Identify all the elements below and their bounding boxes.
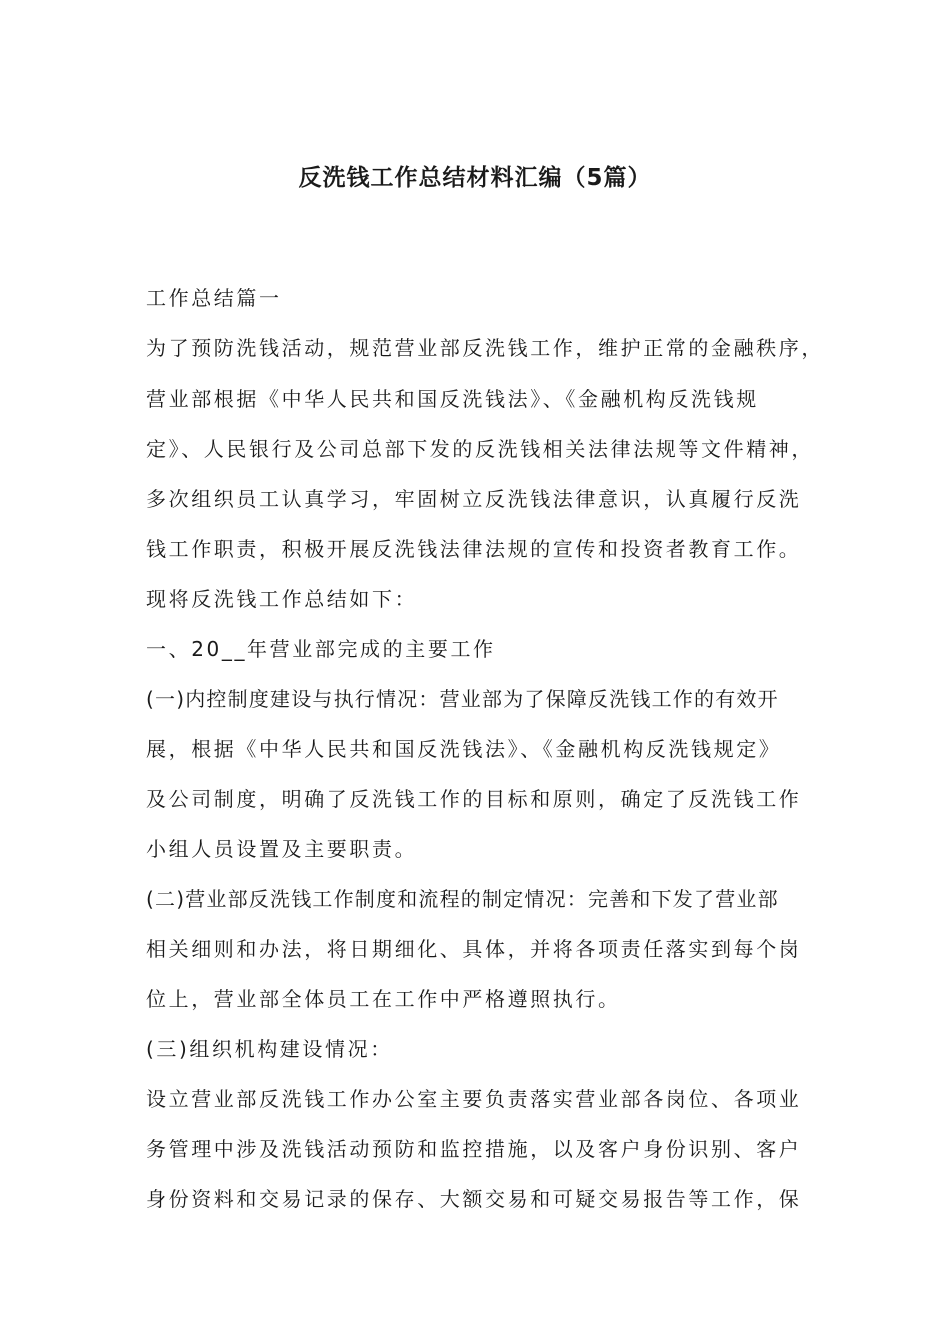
paragraph-line: 身份资料和交易记录的保存、大额交易和可疑交易报告等工作，保: [146, 1187, 802, 1211]
paragraph-line: 小组人员设置及主要职责。: [146, 837, 418, 861]
paragraph-line: 钱工作职责，积极开展反洗钱法律法规的宣传和投资者教育工作。: [146, 537, 802, 561]
paragraph-line: 现将反洗钱工作总结如下：: [146, 587, 418, 611]
document-title: 反洗钱工作总结材料汇编（5篇）: [298, 165, 652, 191]
paragraph-line: 设立营业部反洗钱工作办公室主要负责落实营业部各岗位、各项业: [146, 1087, 802, 1111]
paragraph-line: (二)营业部反洗钱工作制度和流程的制定情况：完善和下发了营业部: [146, 887, 779, 911]
paragraph-line: 务管理中涉及洗钱活动预防和监控措施，以及客户身份识别、客户: [146, 1137, 802, 1161]
paragraph-line: 位上，营业部全体员工在工作中严格遵照执行。: [146, 987, 621, 1011]
paragraph-line: 展，根据《中华人民共和国反洗钱法》、《金融机构反洗钱规定》: [146, 737, 782, 761]
paragraph-line: (一)内控制度建设与执行情况：营业部为了保障反洗钱工作的有效开: [146, 687, 779, 711]
paragraph-line: 多次组织员工认真学习，牢固树立反洗钱法律意识，认真履行反洗: [146, 487, 802, 511]
paragraph-line: 营业部根据《中华人民共和国反洗钱法》、《金融机构反洗钱规: [146, 387, 759, 411]
section-heading: 工作总结篇一: [146, 286, 282, 310]
paragraph-line: 定》、人民银行及公司总部下发的反洗钱相关法律法规等文件精神，: [146, 437, 814, 461]
paragraph-line: 为了预防洗钱活动，规范营业部反洗钱工作，维护正常的金融秩序，: [146, 336, 824, 360]
paragraph-line: (三)组织机构建设情况：: [146, 1037, 393, 1061]
section-heading: 一、20__年营业部完成的主要工作: [146, 637, 496, 661]
paragraph-line: 及公司制度，明确了反洗钱工作的目标和原则，确定了反洗钱工作: [146, 787, 802, 811]
paragraph-line: 相关细则和办法，将日期细化、具体，并将各项责任落实到每个岗: [146, 937, 802, 961]
